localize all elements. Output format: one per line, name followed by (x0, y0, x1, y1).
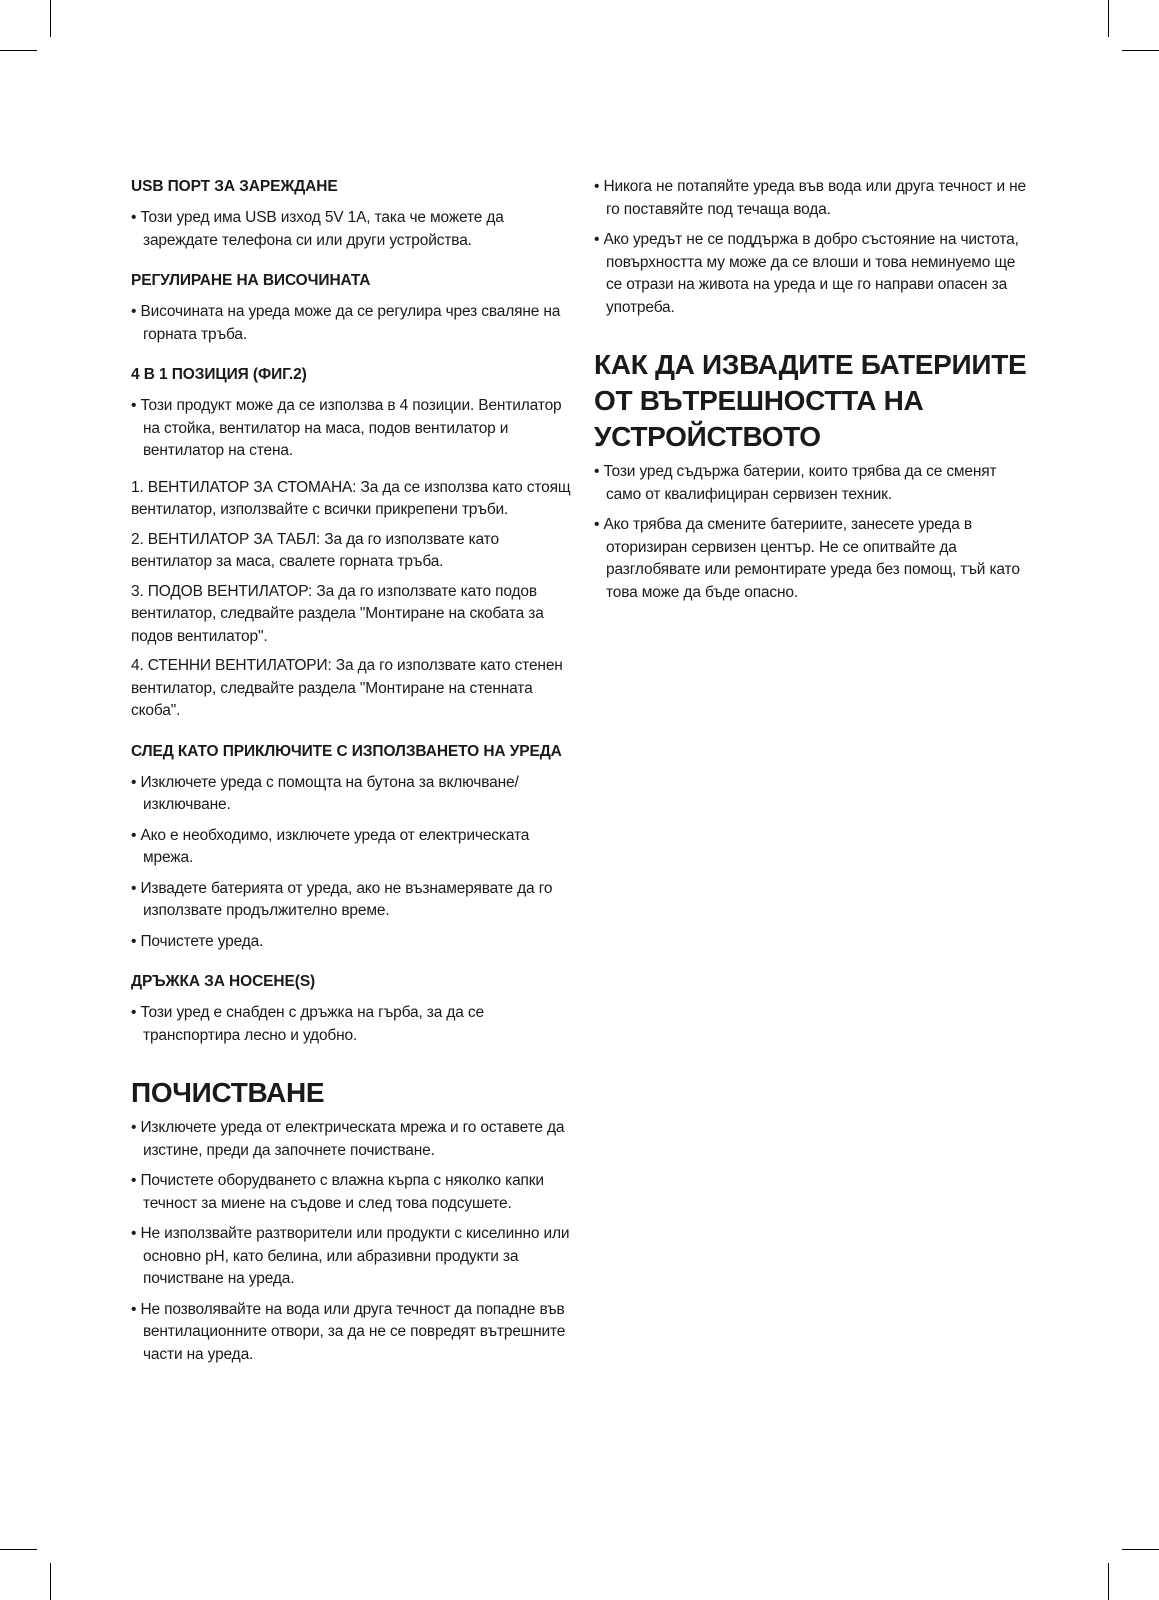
height-section (131, 270, 571, 346)
crop-mark-top-right-v (1108, 0, 1109, 37)
crop-mark-top-right-h (1122, 50, 1159, 51)
positions-heading: 4 В 1 ПОЗИЦИЯ (ФИГ.2) (131, 366, 307, 383)
crop-mark-top-left-v (50, 0, 51, 37)
list-item: • Не използвайте разтворители или продукти с киселинно или основно pH, като белина, или абразивни продукти за почистване на уреда. (131, 1223, 571, 1291)
crop-mark-bottom-right-h (1122, 1549, 1159, 1550)
usb-list (131, 207, 571, 252)
cleaning-continued-list (594, 176, 1034, 319)
batteries-section (594, 347, 1034, 604)
list-item: • Ако е необходимо, изключете уреда от електрическата мрежа. (131, 825, 571, 870)
handle-section (131, 971, 571, 1047)
list-item: • Този уред има USB изход 5V 1A, така че можете да зареждате телефона си или други устройства. (131, 207, 571, 252)
list-item: • Почистете уреда. (131, 931, 571, 954)
batteries-heading: КАК ДА ИЗВАДИТЕ БАТЕРИИТЕ ОТ ВЪТРЕШНОСТТА НА УСТРОЙСТВОТО (594, 349, 1027, 452)
numbered-item: 1. ВЕНТИЛАТОР ЗА СТОМАНА: За да се използва като стоящ вентилатор, използвайте с всички прикрепени тръби. (131, 478, 571, 518)
crop-mark-bottom-right-v (1108, 1563, 1109, 1600)
after-use-section (131, 741, 571, 954)
height-heading: РЕГУЛИРАНЕ НА ВИСОЧИНАТА (131, 272, 371, 289)
list-item: • Този уред е снабден с дръжка на гърба, за да се транспортира лесно и удобно. (131, 1002, 571, 1047)
positions-list (131, 395, 571, 463)
usb-section (131, 176, 571, 252)
crop-mark-bottom-left-h (0, 1549, 37, 1550)
height-list (131, 301, 571, 346)
list-item: • Ако трябва да смените батериите, занесете уреда в оторизиран сервизен център. Не се опитвайте да разглобявате или ремонтирате уреда без помощ, тъй като това може да бъде опасно. (594, 514, 1034, 604)
crop-mark-bottom-left-v (50, 1563, 51, 1600)
list-item: • Извадете батерията от уреда, ако не възнамерявате да го използвате продължително време. (131, 878, 571, 923)
cleaning-heading: ПОЧИСТВАНЕ (131, 1077, 325, 1108)
crop-mark-top-left-h (0, 50, 37, 51)
usb-heading: USB ПОРТ ЗА ЗАРЕЖДАНЕ (131, 178, 338, 195)
numbered-item: 3. ПОДОВ ВЕНТИЛАТОР: За да го използвате като подов вентилатор, следвайте раздела "Монтиране на скобата за подов вентилатор". (131, 582, 544, 645)
handle-heading: ДРЪЖКА ЗА НОСЕНЕ(S) (131, 973, 316, 990)
positions-section (131, 364, 571, 723)
cleaning-list (131, 1117, 571, 1366)
right-column (594, 176, 1034, 622)
list-item: • Никога не потапяйте уреда във вода или друга течност и не го поставяйте под течаща вода. (594, 176, 1034, 221)
after-use-heading: СЛЕД КАТО ПРИКЛЮЧИТЕ С ИЗПОЛЗВАНЕТО НА УРЕДА (131, 742, 562, 760)
list-item: • Изключете уреда с помощта на бутона за включване/ изключване. (131, 772, 571, 817)
cleaning-continued-section (594, 176, 1034, 319)
list-item: • Този продукт може да се използва в 4 позиции. Вентилатор на стойка, вентилатор на маса, подов вентилатор и вентилатор на стена. (131, 395, 571, 463)
list-item: • Ако уредът не се поддържа в добро състояние на чистота, повърхността му може да се влоши и това неминуемо ще се отрази на живота на уреда и ще го направи опасен за употреба. (594, 229, 1034, 319)
numbered-item: 4. СТЕННИ ВЕНТИЛАТОРИ: За да го използвате като стенен вентилатор, следвайте раздела "Монтиране на стенната скоба". (131, 657, 563, 719)
handle-list (131, 1002, 571, 1047)
list-item: • Изключете уреда от електрическата мрежа и го оставете да изстине, преди да започнете почистване. (131, 1117, 571, 1162)
batteries-list (594, 461, 1034, 604)
list-item: • Почистете оборудването с влажна кърпа с няколко капки течност за миене на съдове и след това подсушете. (131, 1170, 571, 1215)
list-item: • Този уред съдържа батерии, които трябва да се сменят само от квалифициран сервизен техник. (594, 461, 1034, 506)
list-item: • Височината на уреда може да се регулира чрез сваляне на горната тръба. (131, 301, 571, 346)
after-use-list (131, 772, 571, 954)
list-item: • Не позволявайте на вода или друга течност да попадне във вентилационните отвори, за да не се повредят вътрешните части на уреда. (131, 1299, 571, 1367)
numbered-item: 2. ВЕНТИЛАТОР ЗА ТАБЛ: За да го използвате като вентилатор за маса, свалете горната тръба. (131, 530, 499, 570)
cleaning-section (131, 1075, 571, 1366)
left-column (131, 176, 571, 1384)
